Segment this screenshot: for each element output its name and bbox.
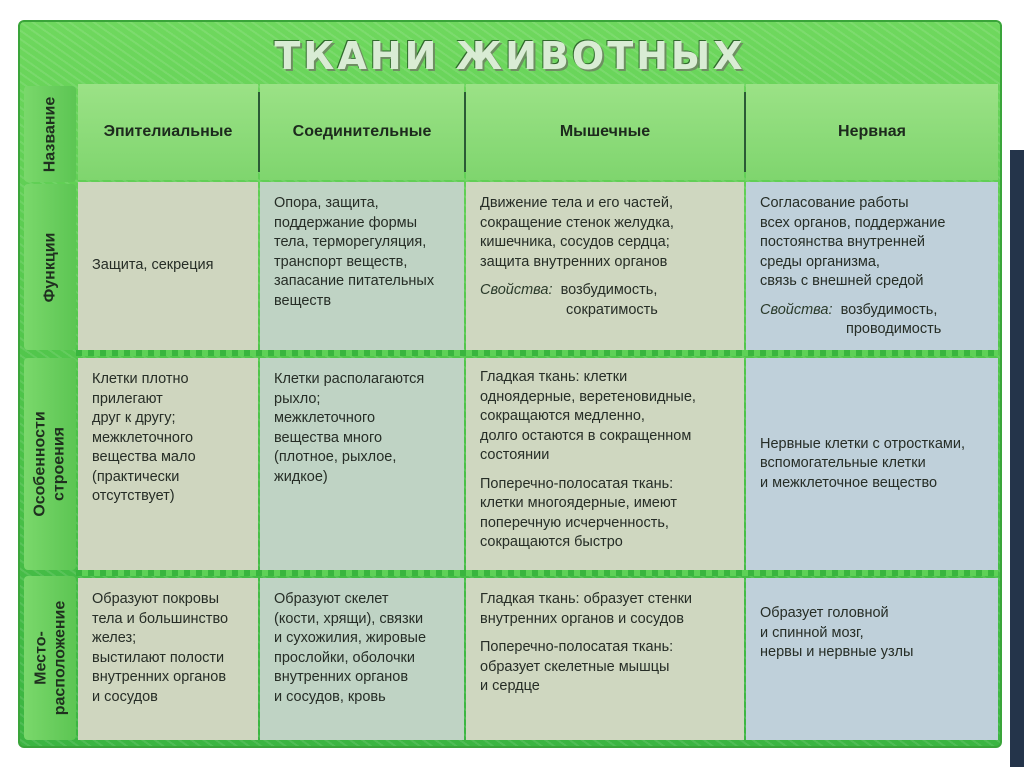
col-header-epithelial: Эпителиальные [78, 84, 258, 180]
cell-location-muscle: Гладкая ткань: образует стенки внутренних органов и сосудов Поперечно-полосатая ткань: образует скелетные мышцы и сердце [466, 578, 744, 740]
row-label-functions: Функции [24, 184, 76, 350]
cell-location-connective: Образуют скелет (кости, хрящи), связки и сухожилия, жировые прослойки, оболочки внутренних органов и сосудов, кровь [260, 578, 464, 740]
cell-location-nerve: Образует головной и спинной мозг, нервы и нервные узлы [746, 578, 998, 740]
cell-functions-connective: Опора, защита, поддержание формы тела, терморегуляция, транспорт веществ, запасание питательных веществ [260, 182, 464, 350]
cell-location-epithelial: Образуют покровы тела и большинство желез; выстилают полости внутренних органов и сосудов [78, 578, 258, 740]
header-divider [744, 92, 746, 172]
cell-structure-muscle: Гладкая ткань: клетки одноядерные, веретеновидные, сокращаются медленно, долго остаются в сокращенном состоянии Поперечно-полосатая ткань: клетки многоядерные, имеют поперечную исчерченность, сокращаются быстро [466, 358, 744, 570]
row-label-structure: Особенности строения [24, 358, 76, 570]
col-header-nerve: Нервная [746, 84, 998, 180]
col-header-connective: Соединительные [260, 84, 464, 180]
cell-structure-connective: Клетки располагаются рыхло; межклеточного вещества много (плотное, рыхлое, жидкое) [260, 358, 464, 570]
cell-functions-nerve: Согласование работы всех органов, поддержание постоянства внутренней среды организма, связь с внешней средой Свойства: возбудимость, проводимость [746, 182, 998, 350]
page-title: ТКАНИ ЖИВОТНЫХ [274, 34, 746, 78]
cell-functions-muscle: Движение тела и его частей, сокращение стенок желудка, кишечника, сосудов сердца; защита внутренних органов Свойства: возбудимость, сократимость [466, 182, 744, 350]
row-label-name: Название [24, 86, 76, 182]
side-strip [1010, 150, 1024, 767]
header-divider [258, 92, 260, 172]
properties-label: Свойства: [760, 301, 833, 318]
properties-label: Свойства: [480, 282, 553, 298]
header-divider [464, 92, 466, 172]
cell-functions-epithelial: Защита, секреция [78, 182, 258, 350]
cell-structure-epithelial: Клетки плотно прилегают друг к другу; межклеточного вещества мало (практически отсутствует) [78, 358, 258, 570]
cell-structure-nerve: Нервные клетки с отростками, вспомогательные клетки и межклеточное вещество [746, 358, 998, 570]
col-header-muscle: Мышечные [466, 84, 744, 180]
row-label-location: Место- расположение [24, 576, 76, 740]
poster [18, 20, 1002, 748]
row-separator [76, 350, 998, 356]
row-separator [76, 570, 998, 576]
